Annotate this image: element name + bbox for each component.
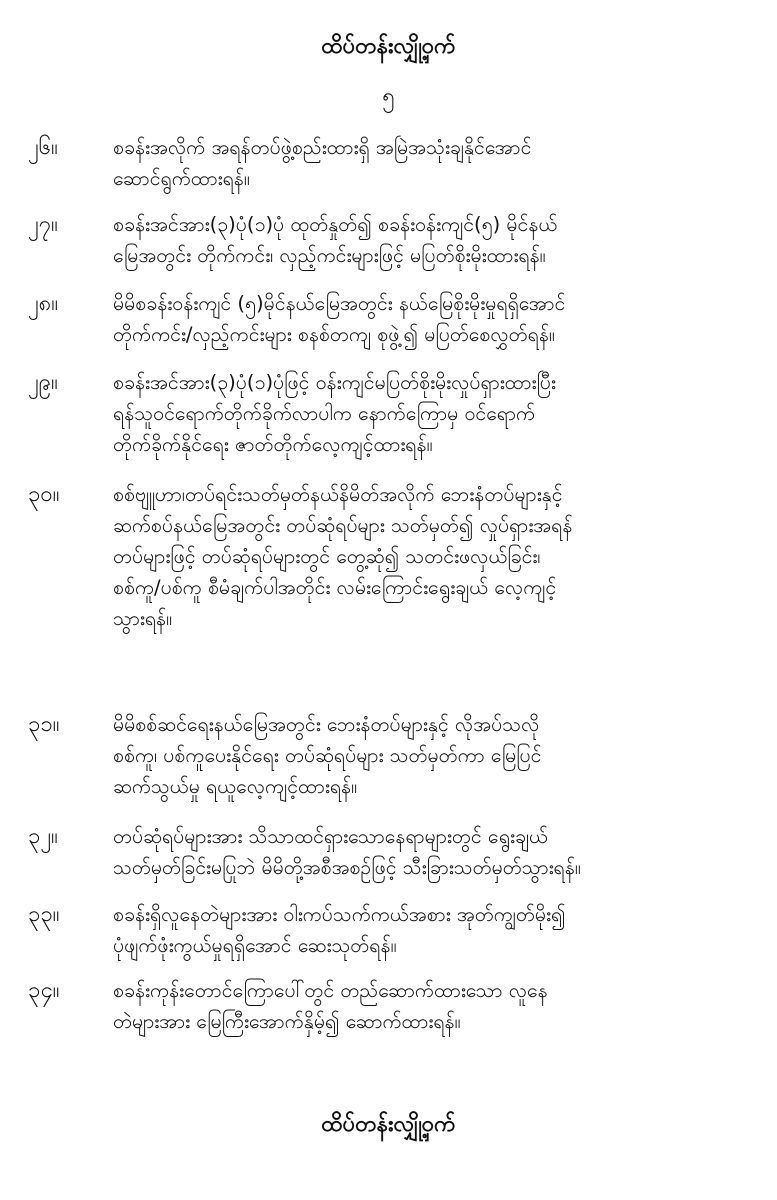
item-text-line: စစ်ကူ၊ ပစ်ကူပေးနိုင်ရေး တပ်ဆုံရပ်များ သတ်မှတ်ကာ မြေပြင် (113, 744, 542, 767)
item-text-line: မိမိစစ်ဆင်ရေးနယ်မြေအတွင်း ဘေးနံတပ်များနှင့် လိုအပ်သလို (113, 713, 540, 736)
item-text-line: တိုက်ခိုက်နိုင်ရေး ဇာတ်တိုက်လေ့ကျင့်ထားရန်။ (113, 433, 433, 456)
item-number: ၂၈။ (28, 291, 59, 316)
item-text-line: တိုက်ကင်း/လှည့်ကင်းများ စနစ်တကျ စုဖွဲ့၍ မပြတ်စေလွှတ်ရန်။ (113, 323, 555, 346)
item-number: ၃၄။ (28, 978, 60, 1003)
item-text-line: စခန်းအလိုက် အရန်တပ်ဖွဲ့စည်းထားရှိ အမြဲအသုံးချနိုင်အောင် (113, 136, 532, 159)
item-text-line: သတ်မှတ်ခြင်းမပြုဘဲ မိမိတို့အစီအစဉ်ဖြင့် သီးခြားသတ်မှတ်သွားရန်။ (113, 856, 581, 879)
item-text-line: တပ်များဖြင့် တပ်ဆုံရပ်များတွင် တွေ့ဆုံ၍ သတင်းဖလှယ်ခြင်း၊ (113, 545, 541, 568)
item-text-line: စခန်းအင်အား(၃)ပုံ(၁)ပုံဖြင့် ဝန်းကျင်မပြတ်စိုးမိုးလှုပ်ရှားထားပြီး (113, 371, 556, 394)
classification-header: ထိပ်တန်းလျှို့ဝှက် (321, 34, 456, 59)
item-text-line: စစ်ကူ/ပစ်ကူ စီမံချက်ပါအတိုင်း လမ်းကြောင်းရွေးချယ် လေ့ကျင့် (113, 576, 557, 599)
item-text-line: ဆက်စပ်နယ်မြေအတွင်း တပ်ဆုံရပ်များ သတ်မှတ်၍ လှုပ်ရှားအရန် (113, 514, 573, 537)
page-number: ၅ (382, 84, 395, 109)
classification-footer: ထိပ်တန်းလျှို့ဝှက် (321, 1112, 456, 1137)
item-text-line: စခန်းကုန်းတောင်ကြောပေါ်တွင် တည်ဆောက်ထားသော လူနေ (113, 979, 548, 1002)
item-text-line: ပုံဖျက်ဖုံးကွယ်မှုရရှိအောင် ဆေးသုတ်ရန်။ (113, 934, 397, 957)
item-number: ၃၀။ (28, 482, 60, 507)
item-text-line: တဲများအား မြေကြီးအောက်နှိမ့်၍ ဆောက်ထားရန်။ (113, 1010, 461, 1033)
item-number: ၃၃။ (28, 902, 60, 927)
item-text-line: ဆက်သွယ်မှု ရယူလေ့ကျင့်ထားရန်။ (113, 775, 358, 798)
item-number: ၃၂။ (28, 824, 58, 849)
item-text-line: ရန်သူဝင်ရောက်တိုက်ခိုက်လာပါက နောက်ကြောမှ ဝင်ရောက် (113, 402, 536, 425)
item-text-line: သွားရန်။ (113, 607, 173, 630)
item-text-line: ဆောင်ရွက်ထားရန်။ (113, 167, 250, 190)
item-text-line: မိမိစခန်းဝန်းကျင် (၅)မိုင်နယ်မြေအတွင်း နယ်မြေစိုးမိုးမှုရရှိအောင် (113, 292, 566, 315)
item-number: ၂၇။ (28, 212, 58, 237)
item-text-line: တပ်ဆုံရပ်များအား သိသာထင်ရှားသောနေရာများတွင် ရွေးချယ် (113, 825, 548, 848)
item-text-line: စစ်ဗျူဟာ၊တပ်ရင်းသတ်မှတ်နယ်နိမိတ်အလိုက် ဘေးနံတပ်များနှင့် (113, 483, 563, 506)
item-text-line: စခန်းရှိလူနေတဲများအား ဝါးကပ်သက်ကယ်အစား အုတ်ကျွတ်မိုး၍ (113, 903, 566, 926)
item-text-line: စခန်းအင်အား(၃)ပုံ(၁)ပုံ ထုတ်နှုတ်၍ စခန်းဝန်းကျင်(၅) မိုင်နယ် (113, 213, 558, 236)
item-number: ၂၉။ (28, 370, 58, 395)
item-number: ၃၁။ (28, 712, 60, 737)
item-number: ၂၆။ (28, 135, 58, 160)
item-text-line: မြေအတွင်း တိုက်ကင်း၊ လှည့်ကင်းများဖြင့် မပြတ်စိုးမိုးထားရန်။ (113, 244, 546, 267)
